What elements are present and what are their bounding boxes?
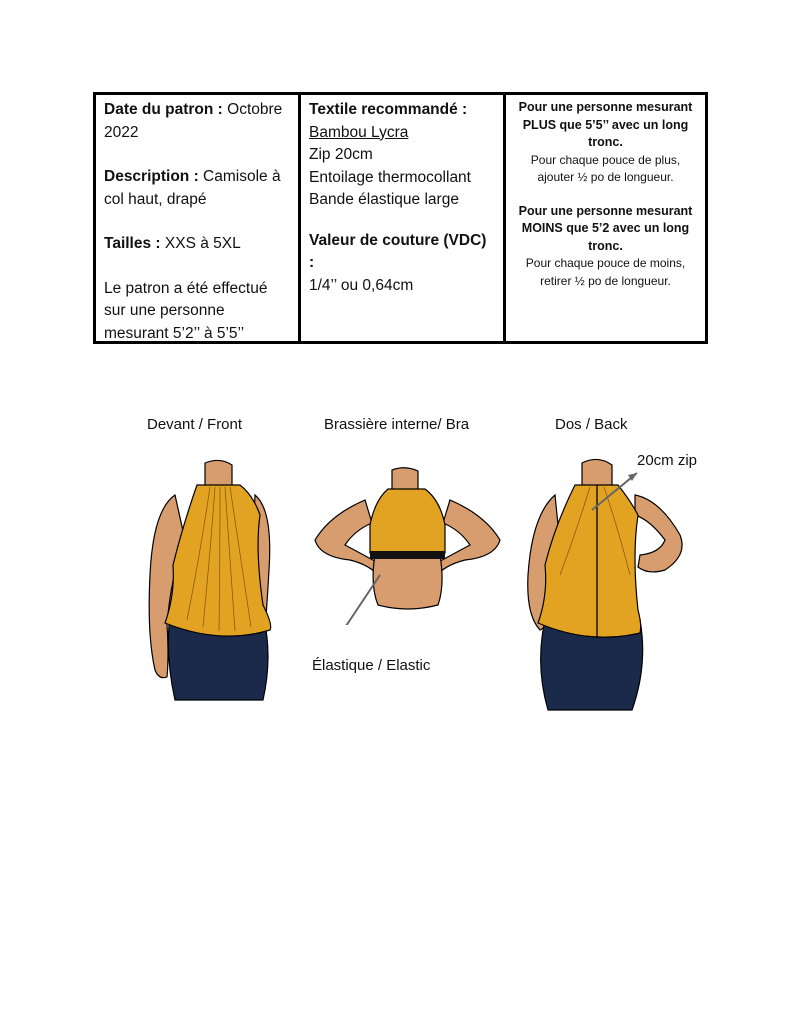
bra-caption: Brassière interne/ Bra bbox=[324, 416, 470, 433]
textile-item: Zip 20cm bbox=[309, 146, 373, 163]
shorter-heading: Pour une personne mesurant MOINS que 5’2 avec un long tronc. bbox=[518, 203, 693, 253]
date-label: Date du patron : bbox=[104, 101, 223, 118]
textile-item: Entoilage thermocollant bbox=[309, 168, 471, 186]
pattern-sizes bbox=[104, 233, 290, 256]
pattern-description bbox=[104, 166, 290, 211]
textile-label: Textile recommandé : bbox=[309, 101, 468, 118]
front-top-garment bbox=[165, 485, 271, 636]
zip-label: 20cm zip bbox=[637, 452, 698, 469]
textile-item: Bande élastique large bbox=[309, 191, 459, 208]
description-label: Description : bbox=[104, 168, 199, 185]
pattern-details-column bbox=[96, 95, 301, 341]
back-caption: Dos / Back bbox=[555, 416, 628, 433]
pattern-note: Le patron a été effectué sur une personne mesurant 5’2’’ à 5’5’’ bbox=[104, 279, 268, 342]
textile-column bbox=[301, 95, 506, 341]
shorter-text: Pour chaque pouce de moins, retirer ½ po de longueur. bbox=[525, 256, 686, 288]
textile-item: Bambou Lycra bbox=[309, 123, 409, 141]
taller-heading: Pour une personne mesurant PLUS que 5’5’’ avec un long tronc. bbox=[518, 100, 693, 149]
bra-view-illustration bbox=[310, 465, 505, 625]
seam-allowance-label: Valeur de couture (VDC) : bbox=[309, 231, 487, 271]
front-view-illustration bbox=[135, 455, 285, 705]
taller-text: Pour chaque pouce de plus, ajouter ½ po de longueur. bbox=[530, 152, 681, 184]
seam-allowance-value: 1/4’’ ou 0,64cm bbox=[309, 276, 414, 294]
elastic-band bbox=[370, 551, 445, 559]
pattern-info-table bbox=[93, 92, 708, 344]
sizes-label: Tailles : bbox=[104, 235, 161, 252]
length-adjustment-column bbox=[506, 95, 705, 341]
pattern-date bbox=[104, 99, 290, 144]
back-view-illustration bbox=[520, 455, 695, 715]
sizes-value: XXS à 5XL bbox=[164, 235, 241, 252]
date-value: Octobre 2022 bbox=[104, 101, 283, 141]
bra-garment bbox=[370, 489, 445, 553]
front-caption: Devant / Front bbox=[147, 416, 243, 433]
description-value: Camisole à col haut, drapé bbox=[104, 168, 281, 208]
elastic-label: Élastique / Elastic bbox=[312, 657, 431, 674]
